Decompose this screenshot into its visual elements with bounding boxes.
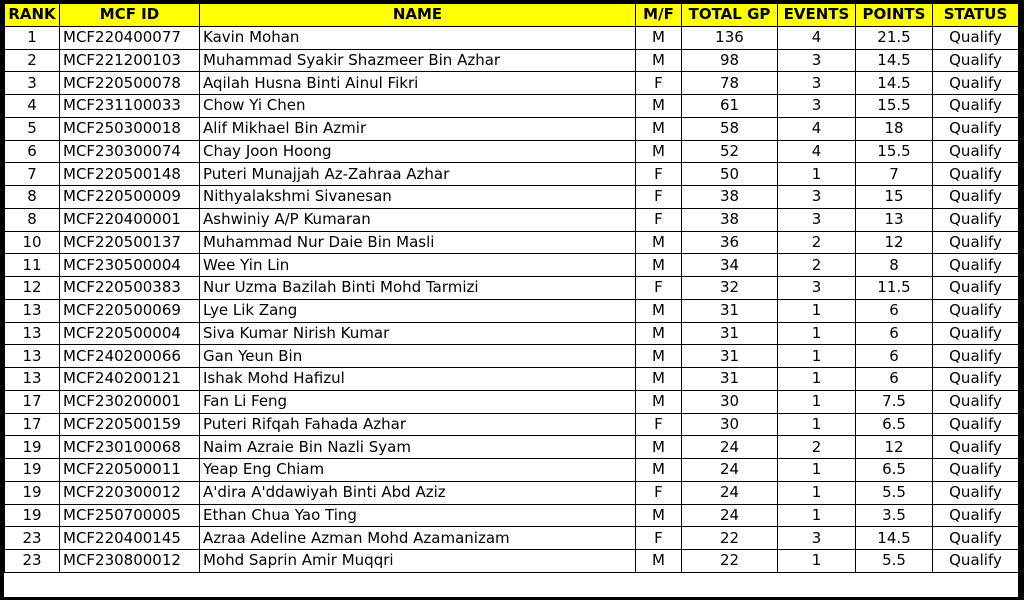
table-row	[5, 504, 1019, 527]
header-rank: RANK	[5, 4, 60, 27]
events-cell: 1	[778, 459, 856, 482]
mcf-id-cell: MCF220400001	[60, 208, 200, 231]
gender-cell: M	[636, 299, 682, 322]
points-cell: 6	[856, 322, 933, 345]
total-gp-cell: 24	[682, 504, 778, 527]
total-gp-cell: 52	[682, 140, 778, 163]
name-cell: Gan Yeun Bin	[200, 345, 636, 368]
points-cell: 8	[856, 254, 933, 277]
points-cell: 18	[856, 117, 933, 140]
mcf-id-cell: MCF220500069	[60, 299, 200, 322]
name-cell: Alif Mikhael Bin Azmir	[200, 117, 636, 140]
table-row	[5, 49, 1019, 72]
name-cell: Ashwiniy A/P Kumaran	[200, 208, 636, 231]
rank-cell: 8	[5, 186, 60, 209]
table-row	[5, 550, 1019, 573]
points-cell: 6.5	[856, 459, 933, 482]
table-row	[5, 322, 1019, 345]
status-cell: Qualify	[933, 436, 1019, 459]
events-cell: 1	[778, 390, 856, 413]
rank-cell: 1	[5, 26, 60, 49]
events-cell: 4	[778, 117, 856, 140]
ranking-table	[4, 3, 1019, 573]
status-cell: Qualify	[933, 345, 1019, 368]
rank-cell: 13	[5, 345, 60, 368]
header-total-gp: TOTAL GP	[682, 4, 778, 27]
header-row	[5, 4, 1019, 27]
status-cell: Qualify	[933, 208, 1019, 231]
status-cell: Qualify	[933, 254, 1019, 277]
gender-cell: M	[636, 550, 682, 573]
table-row	[5, 163, 1019, 186]
status-cell: Qualify	[933, 459, 1019, 482]
mcf-id-cell: MCF220500383	[60, 277, 200, 300]
points-cell: 14.5	[856, 49, 933, 72]
total-gp-cell: 61	[682, 95, 778, 118]
rank-cell: 17	[5, 413, 60, 436]
events-cell: 1	[778, 481, 856, 504]
gender-cell: M	[636, 254, 682, 277]
rank-cell: 3	[5, 72, 60, 95]
rank-cell: 5	[5, 117, 60, 140]
header-mcf-id: MCF ID	[60, 4, 200, 27]
name-cell: Siva Kumar Nirish Kumar	[200, 322, 636, 345]
status-cell: Qualify	[933, 322, 1019, 345]
events-cell: 3	[778, 208, 856, 231]
mcf-id-cell: MCF240200121	[60, 368, 200, 391]
mcf-id-cell: MCF231100033	[60, 95, 200, 118]
rank-cell: 19	[5, 481, 60, 504]
points-cell: 5.5	[856, 481, 933, 504]
gender-cell: M	[636, 26, 682, 49]
mcf-id-cell: MCF220500148	[60, 163, 200, 186]
total-gp-cell: 36	[682, 231, 778, 254]
gender-cell: F	[636, 186, 682, 209]
status-cell: Qualify	[933, 117, 1019, 140]
events-cell: 3	[778, 186, 856, 209]
gender-cell: M	[636, 117, 682, 140]
events-cell: 1	[778, 504, 856, 527]
events-cell: 3	[778, 72, 856, 95]
events-cell: 1	[778, 322, 856, 345]
table-row	[5, 481, 1019, 504]
status-cell: Qualify	[933, 504, 1019, 527]
total-gp-cell: 38	[682, 186, 778, 209]
table-row	[5, 26, 1019, 49]
name-cell: Chow Yi Chen	[200, 95, 636, 118]
table-row	[5, 277, 1019, 300]
header-points: POINTS	[856, 4, 933, 27]
points-cell: 3.5	[856, 504, 933, 527]
events-cell: 1	[778, 368, 856, 391]
name-cell: Chay Joon Hoong	[200, 140, 636, 163]
name-cell: Nithyalakshmi Sivanesan	[200, 186, 636, 209]
points-cell: 12	[856, 231, 933, 254]
name-cell: Lye Lik Zang	[200, 299, 636, 322]
points-cell: 14.5	[856, 72, 933, 95]
name-cell: Wee Yin Lin	[200, 254, 636, 277]
rank-cell: 17	[5, 390, 60, 413]
gender-cell: F	[636, 481, 682, 504]
table-row	[5, 72, 1019, 95]
points-cell: 21.5	[856, 26, 933, 49]
mcf-id-cell: MCF220500004	[60, 322, 200, 345]
mcf-id-cell: MCF220400077	[60, 26, 200, 49]
events-cell: 1	[778, 299, 856, 322]
status-cell: Qualify	[933, 413, 1019, 436]
mcf-id-cell: MCF230200001	[60, 390, 200, 413]
total-gp-cell: 31	[682, 299, 778, 322]
points-cell: 6	[856, 368, 933, 391]
name-cell: Mohd Saprin Amir Muqqri	[200, 550, 636, 573]
gender-cell: M	[636, 95, 682, 118]
rank-cell: 7	[5, 163, 60, 186]
rank-cell: 4	[5, 95, 60, 118]
status-cell: Qualify	[933, 231, 1019, 254]
status-cell: Qualify	[933, 368, 1019, 391]
status-cell: Qualify	[933, 49, 1019, 72]
table-row	[5, 390, 1019, 413]
status-cell: Qualify	[933, 277, 1019, 300]
points-cell: 15.5	[856, 140, 933, 163]
gender-cell: F	[636, 277, 682, 300]
mcf-id-cell: MCF230500004	[60, 254, 200, 277]
events-cell: 2	[778, 231, 856, 254]
total-gp-cell: 24	[682, 481, 778, 504]
mcf-id-cell: MCF230800012	[60, 550, 200, 573]
points-cell: 7.5	[856, 390, 933, 413]
points-cell: 6	[856, 345, 933, 368]
table-row	[5, 117, 1019, 140]
mcf-id-cell: MCF230100068	[60, 436, 200, 459]
gender-cell: M	[636, 436, 682, 459]
table-row	[5, 345, 1019, 368]
name-cell: Ishak Mohd Hafizul	[200, 368, 636, 391]
events-cell: 3	[778, 527, 856, 550]
status-cell: Qualify	[933, 163, 1019, 186]
rank-cell: 13	[5, 299, 60, 322]
events-cell: 3	[778, 277, 856, 300]
mcf-id-cell: MCF240200066	[60, 345, 200, 368]
gender-cell: M	[636, 390, 682, 413]
gender-cell: F	[636, 163, 682, 186]
header-name: NAME	[200, 4, 636, 27]
rank-cell: 12	[5, 277, 60, 300]
gender-cell: M	[636, 322, 682, 345]
points-cell: 15	[856, 186, 933, 209]
total-gp-cell: 31	[682, 322, 778, 345]
mcf-id-cell: MCF250300018	[60, 117, 200, 140]
rank-cell: 13	[5, 368, 60, 391]
total-gp-cell: 30	[682, 413, 778, 436]
events-cell: 2	[778, 254, 856, 277]
total-gp-cell: 30	[682, 390, 778, 413]
gender-cell: F	[636, 208, 682, 231]
name-cell: Puteri Munajjah Az-Zahraa Azhar	[200, 163, 636, 186]
total-gp-cell: 38	[682, 208, 778, 231]
rank-cell: 11	[5, 254, 60, 277]
gender-cell: F	[636, 72, 682, 95]
status-cell: Qualify	[933, 390, 1019, 413]
name-cell: Nur Uzma Bazilah Binti Mohd Tarmizi	[200, 277, 636, 300]
total-gp-cell: 50	[682, 163, 778, 186]
total-gp-cell: 136	[682, 26, 778, 49]
gender-cell: M	[636, 368, 682, 391]
mcf-id-cell: MCF220300012	[60, 481, 200, 504]
status-cell: Qualify	[933, 186, 1019, 209]
rank-cell: 6	[5, 140, 60, 163]
rank-cell: 23	[5, 550, 60, 573]
mcf-id-cell: MCF220500159	[60, 413, 200, 436]
name-cell: A'dira A'ddawiyah Binti Abd Aziz	[200, 481, 636, 504]
mcf-id-cell: MCF220500011	[60, 459, 200, 482]
total-gp-cell: 24	[682, 459, 778, 482]
points-cell: 7	[856, 163, 933, 186]
status-cell: Qualify	[933, 550, 1019, 573]
events-cell: 1	[778, 550, 856, 573]
rank-cell: 13	[5, 322, 60, 345]
name-cell: Muhammad Nur Daie Bin Masli	[200, 231, 636, 254]
status-cell: Qualify	[933, 140, 1019, 163]
events-cell: 4	[778, 140, 856, 163]
rank-cell: 19	[5, 504, 60, 527]
gender-cell: F	[636, 413, 682, 436]
mcf-id-cell: MCF220500078	[60, 72, 200, 95]
mcf-id-cell: MCF250700005	[60, 504, 200, 527]
status-cell: Qualify	[933, 95, 1019, 118]
name-cell: Aqilah Husna Binti Ainul Fikri	[200, 72, 636, 95]
total-gp-cell: 78	[682, 72, 778, 95]
rank-cell: 8	[5, 208, 60, 231]
header-status: STATUS	[933, 4, 1019, 27]
rank-cell: 2	[5, 49, 60, 72]
name-cell: Azraa Adeline Azman Mohd Azamanizam	[200, 527, 636, 550]
events-cell: 3	[778, 95, 856, 118]
events-cell: 2	[778, 436, 856, 459]
gender-cell: F	[636, 527, 682, 550]
table-row	[5, 254, 1019, 277]
header-events: EVENTS	[778, 4, 856, 27]
mcf-id-cell: MCF220500137	[60, 231, 200, 254]
points-cell: 14.5	[856, 527, 933, 550]
table-row	[5, 436, 1019, 459]
table-row	[5, 140, 1019, 163]
points-cell: 12	[856, 436, 933, 459]
status-cell: Qualify	[933, 72, 1019, 95]
total-gp-cell: 31	[682, 345, 778, 368]
name-cell: Yeap Eng Chiam	[200, 459, 636, 482]
total-gp-cell: 32	[682, 277, 778, 300]
events-cell: 1	[778, 345, 856, 368]
rank-cell: 10	[5, 231, 60, 254]
table-row	[5, 527, 1019, 550]
table-row	[5, 299, 1019, 322]
name-cell: Puteri Rifqah Fahada Azhar	[200, 413, 636, 436]
mcf-id-cell: MCF221200103	[60, 49, 200, 72]
total-gp-cell: 31	[682, 368, 778, 391]
mcf-id-cell: MCF220400145	[60, 527, 200, 550]
gender-cell: M	[636, 459, 682, 482]
points-cell: 5.5	[856, 550, 933, 573]
rank-cell: 23	[5, 527, 60, 550]
points-cell: 15.5	[856, 95, 933, 118]
status-cell: Qualify	[933, 481, 1019, 504]
gender-cell: M	[636, 140, 682, 163]
gender-cell: M	[636, 504, 682, 527]
table-row	[5, 368, 1019, 391]
table-body	[5, 26, 1019, 572]
mcf-id-cell: MCF230300074	[60, 140, 200, 163]
events-cell: 1	[778, 413, 856, 436]
status-cell: Qualify	[933, 527, 1019, 550]
events-cell: 4	[778, 26, 856, 49]
total-gp-cell: 34	[682, 254, 778, 277]
status-cell: Qualify	[933, 299, 1019, 322]
name-cell: Fan Li Feng	[200, 390, 636, 413]
name-cell: Kavin Mohan	[200, 26, 636, 49]
total-gp-cell: 98	[682, 49, 778, 72]
table-row	[5, 95, 1019, 118]
points-cell: 6.5	[856, 413, 933, 436]
mcf-id-cell: MCF220500009	[60, 186, 200, 209]
table-row	[5, 208, 1019, 231]
rank-cell: 19	[5, 436, 60, 459]
points-cell: 11.5	[856, 277, 933, 300]
total-gp-cell: 22	[682, 527, 778, 550]
total-gp-cell: 24	[682, 436, 778, 459]
ranking-sheet	[4, 3, 1018, 597]
events-cell: 1	[778, 163, 856, 186]
rank-cell: 19	[5, 459, 60, 482]
total-gp-cell: 22	[682, 550, 778, 573]
table-row	[5, 459, 1019, 482]
status-cell: Qualify	[933, 26, 1019, 49]
name-cell: Naim Azraie Bin Nazli Syam	[200, 436, 636, 459]
points-cell: 13	[856, 208, 933, 231]
table-row	[5, 231, 1019, 254]
name-cell: Ethan Chua Yao Ting	[200, 504, 636, 527]
table-row	[5, 413, 1019, 436]
gender-cell: M	[636, 49, 682, 72]
gender-cell: M	[636, 231, 682, 254]
header-gender: M/F	[636, 4, 682, 27]
points-cell: 6	[856, 299, 933, 322]
gender-cell: M	[636, 345, 682, 368]
name-cell: Muhammad Syakir Shazmeer Bin Azhar	[200, 49, 636, 72]
table-row	[5, 186, 1019, 209]
events-cell: 3	[778, 49, 856, 72]
total-gp-cell: 58	[682, 117, 778, 140]
